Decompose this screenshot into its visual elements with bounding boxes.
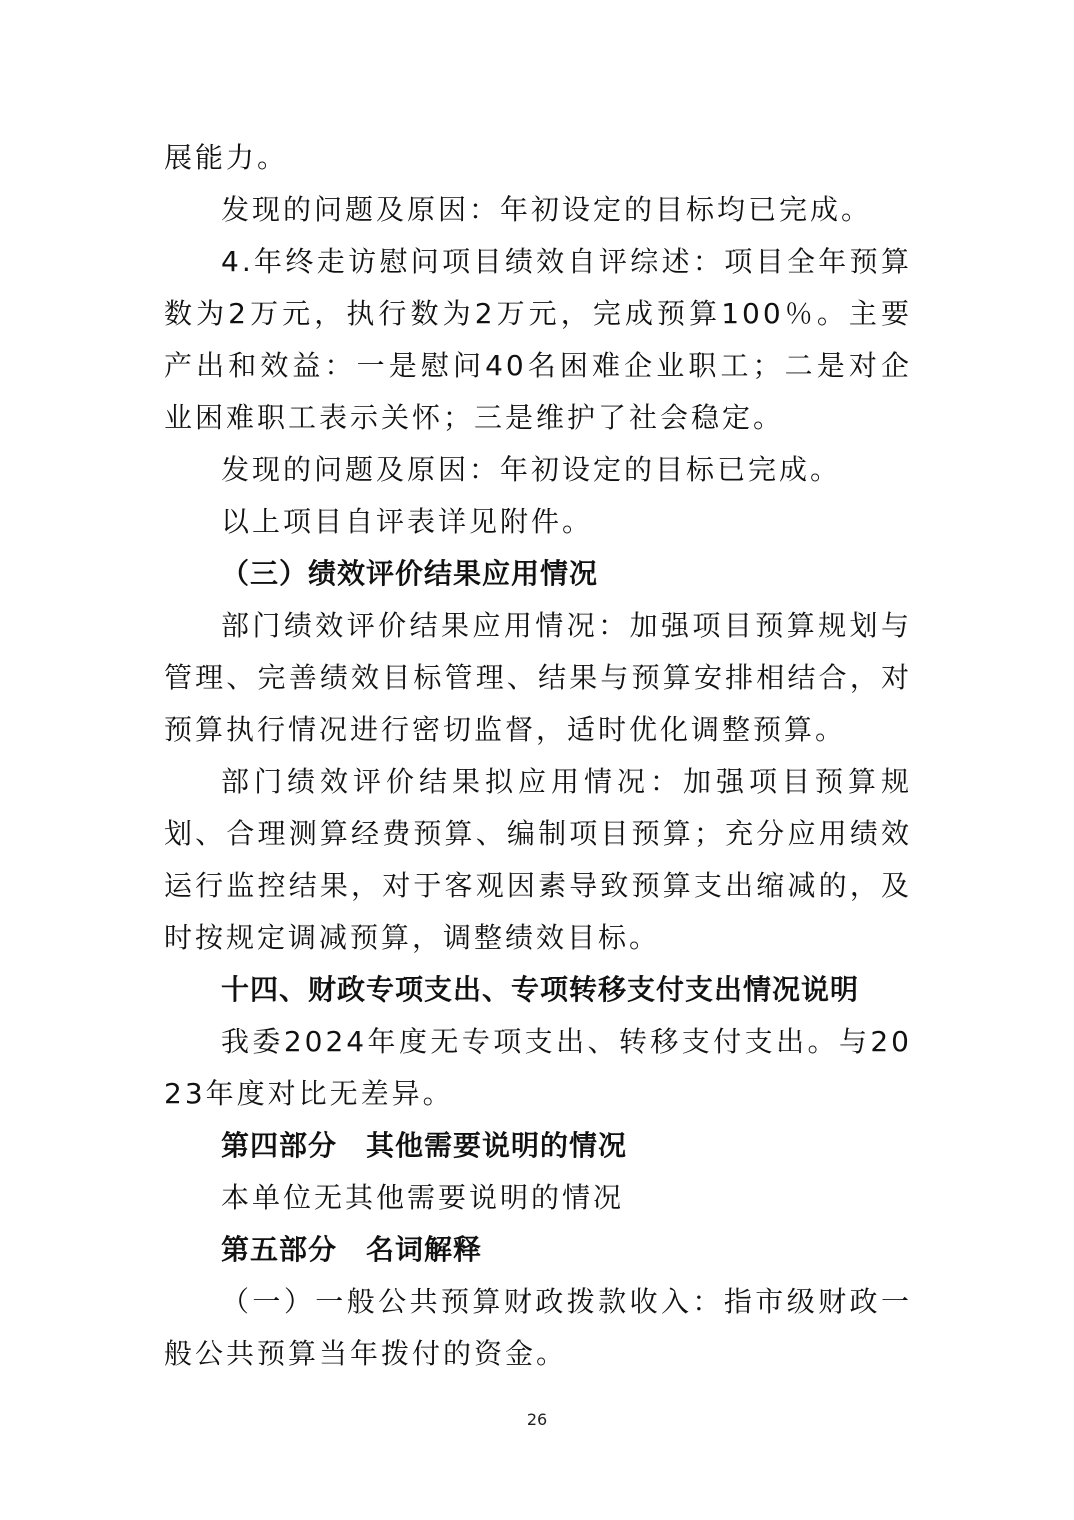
paragraph-planned-application: 部门绩效评价结果拟应用情况：加强项目预算规划、合理测算经费预算、编制项目预算；充分应用绩效运行监控结果，对于客观因素导致预算支出缩减的，及时按规定调减预算，调整绩效目标。 xyxy=(164,765,912,954)
heading-part-5: 第五部分 名词解释 xyxy=(221,1233,483,1266)
paragraph-continuation: 展能力。 xyxy=(164,141,289,174)
heading-evaluation-application: （三）绩效评价结果应用情况 xyxy=(221,557,599,590)
paragraph-issues-3: 发现的问题及原因：年初设定的目标均已完成。 xyxy=(221,193,873,226)
paragraph-special-expenditure: 我委2024年度无专项支出、转移支付支出。与2023年度对比无差异。 xyxy=(164,1025,912,1110)
heading-part-4: 第四部分 其他需要说明的情况 xyxy=(221,1129,628,1162)
paragraph-project-4-summary: 4.年终走访慰问项目绩效自评综述：项目全年预算数为2万元，执行数为2万元，完成预算100％。主要产出和效益：一是慰问40名困难企业职工；二是对企业困难职工表示关怀；三是维护了社会稳定。 xyxy=(164,245,912,434)
paragraph-attachment-note: 以上项目自评表详见附件。 xyxy=(221,505,594,538)
paragraph-issues-4: 发现的问题及原因：年初设定的目标已完成。 xyxy=(221,453,842,486)
paragraph-term-1: （一）一般公共预算财政拨款收入：指市级财政一般公共预算当年拨付的资金。 xyxy=(164,1285,912,1370)
paragraph-part-4-body: 本单位无其他需要说明的情况 xyxy=(221,1181,625,1214)
page-number: 26 xyxy=(526,1410,548,1429)
paragraph-application-status: 部门绩效评价结果应用情况：加强项目预算规划与管理、完善绩效目标管理、结果与预算安排相结合，对预算执行情况进行密切监督，适时优化调整预算。 xyxy=(164,609,912,746)
document-body xyxy=(164,132,912,1380)
heading-section-14: 十四、财政专项支出、专项转移支付支出情况说明 xyxy=(221,973,860,1006)
